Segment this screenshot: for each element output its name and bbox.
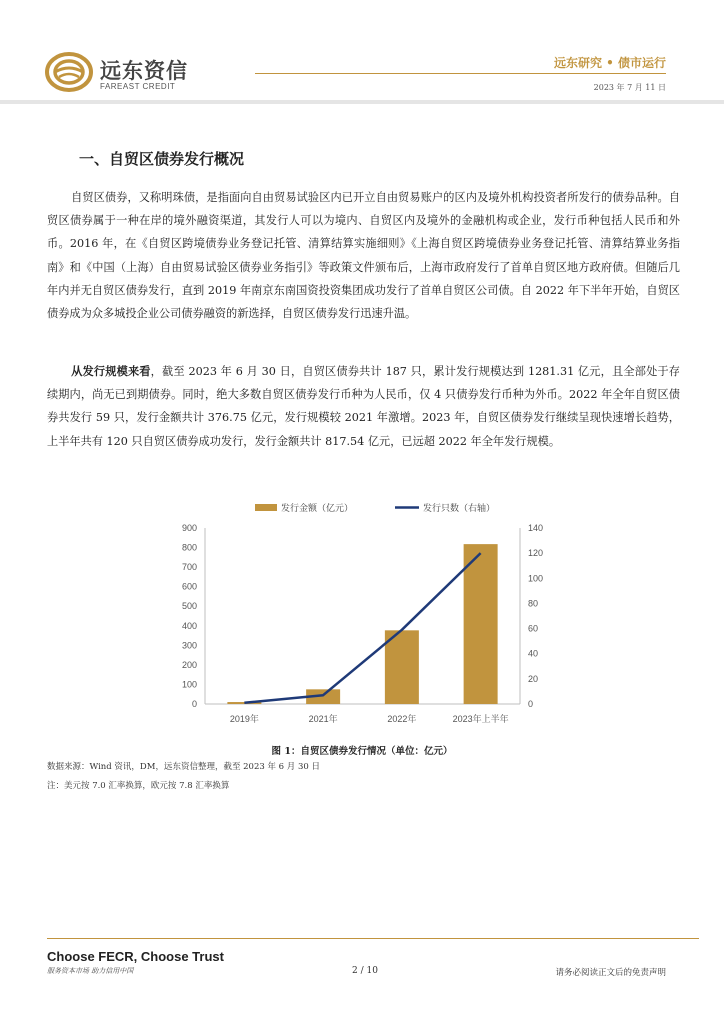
footer-slogan-cn: 服务资本市场 助力信用中国 xyxy=(47,967,134,975)
header-band xyxy=(0,100,724,104)
footer-slogan: Choose FECR, Choose Trust xyxy=(47,949,224,964)
legend-swatch-bar xyxy=(255,504,277,511)
footer-rule xyxy=(47,938,699,939)
y-right-tick-label: 40 xyxy=(528,648,539,659)
y-left-tick-label: 800 xyxy=(181,542,197,553)
bar-issuance-amount xyxy=(385,630,419,704)
y-right-tick-label: 0 xyxy=(528,699,534,709)
brand-name-cn: 远东资信 xyxy=(100,59,188,83)
y-left-tick-label: 0 xyxy=(191,699,197,709)
y-right-tick-label: 60 xyxy=(528,623,539,634)
chart-note: 注：美元按 7.0 汇率换算，欧元按 7.8 汇率换算 xyxy=(47,781,230,791)
data-source: 数据来源：Wind 资讯，DM，远东资信整理，截至 2023 年 6 月 30 日 xyxy=(47,762,321,772)
y-right-tick-label: 120 xyxy=(528,548,544,559)
header-rule xyxy=(255,73,666,74)
y-right-tick-label: 100 xyxy=(528,573,544,584)
y-left-tick-label: 200 xyxy=(181,659,197,670)
section-heading: 一、自贸区债券发行概况 xyxy=(79,150,245,168)
legend-label-bar: 发行金额（亿元） xyxy=(281,504,354,514)
y-left-tick-label: 400 xyxy=(181,620,197,631)
y-left-tick-label: 300 xyxy=(181,640,197,651)
section-label: 远东研究 • 债市运行 xyxy=(553,56,666,70)
chart-title: 图 1：自贸区债券发行情况（单位：亿元） xyxy=(271,746,453,757)
y-left-tick-label: 600 xyxy=(181,581,197,592)
x-tick-label: 2019年 xyxy=(229,714,259,724)
line-issuance-count xyxy=(244,553,480,703)
paragraph-intro-text: 自贸区债券，又称明珠债，是指面向自由贸易试验区内已开立自由贸易账户的区内及境外机构投资者所发行的债券品种。自贸区债券属于一种在岸的境外融资渠道，其发行人可以为境内、自贸区内及境外的金融机构或企业，发行币种包括人民币和外币。2016 年，在《自贸区跨境债券业务登记托管、清算结算实施细则》《上海自贸区跨境债券业务登记托管、清算结算业务指南》和《中国（上海）自由贸易试验区债券业务指引》等政策文件颁布后，上海市政府发行了首单自贸区地方政府债。但随后几年内并无自贸区债券发行，直到 2019 年南京东南国资投资集团成功发行了首单自贸区公司债。自 2022 年下半年开始，自贸区债券成为众多城投企业公司债券融资的新选择，自贸区债券发行迅速升温。 xyxy=(47,191,680,321)
y-right-tick-label: 80 xyxy=(528,598,539,609)
bar-issuance-amount xyxy=(464,544,498,704)
y-left-tick-label: 500 xyxy=(181,601,197,612)
y-right-tick-label: 140 xyxy=(528,523,544,533)
paragraph-intro xyxy=(47,186,680,325)
y-left-tick-label: 100 xyxy=(181,679,197,690)
fareast-logo-icon xyxy=(45,50,93,94)
bond-issuance-chart xyxy=(165,498,583,728)
x-tick-label: 2022年 xyxy=(387,714,417,724)
y-right-tick-label: 20 xyxy=(528,673,539,684)
paragraph-lead: 从发行规模来看 xyxy=(71,364,151,378)
x-tick-label: 2021年 xyxy=(308,714,338,724)
paragraph-scale xyxy=(47,360,680,453)
brand-name-en: FAREAST CREDIT xyxy=(100,82,176,91)
disclaimer-note: 请务必阅读正文后的免责声明 xyxy=(555,968,666,978)
y-left-tick-label: 900 xyxy=(181,523,197,533)
report-date: 2023 年 7 月 11 日 xyxy=(593,83,666,92)
paragraph-scale-text: ，截至 2023 年 6 月 30 日，自贸区债券共计 187 只，累计发行规模达到 1281.31 亿元，且全部处于存续期内，尚无已到期债券。同时，绝大多数自贸区债券发行币种为人民币，仅 4 只债券发行币种为外币。2022 年全年自贸区债券共发行 59 只，发行金额共计 376.75 亿元，发行规模较 2021 年激增。2023 年，自贸区债券发行继续呈现快速增长趋势，上半年共有 120 只自贸区债券成功发行，发行金额共计 817.54 亿元，已远超 2022 年全年发行规模。 xyxy=(47,365,680,448)
page-number: 2 / 10 xyxy=(352,966,378,976)
y-left-tick-label: 700 xyxy=(181,562,197,573)
x-tick-label: 2023年上半年 xyxy=(452,714,509,724)
legend-label-line: 发行只数（右轴） xyxy=(423,504,496,514)
